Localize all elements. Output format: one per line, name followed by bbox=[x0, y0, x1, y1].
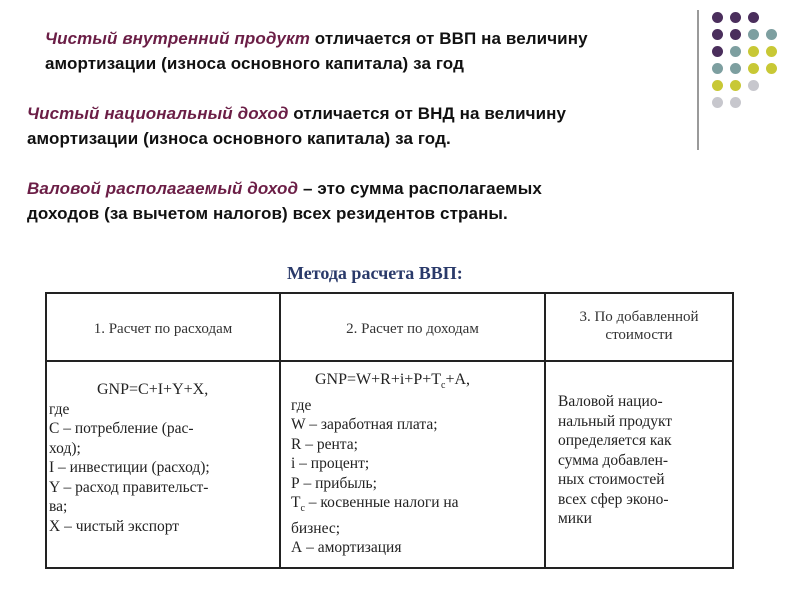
decor-dot bbox=[730, 12, 741, 23]
list-item: i – процент; bbox=[291, 455, 370, 473]
decor-dot bbox=[730, 80, 741, 91]
decor-dot bbox=[766, 29, 777, 40]
decor-dot bbox=[748, 63, 759, 74]
definition-net-national-income bbox=[27, 101, 566, 151]
text-line: определяется как bbox=[558, 432, 672, 449]
formula-subscript: c bbox=[441, 380, 446, 392]
table-body-row bbox=[46, 361, 733, 568]
cell-value-added bbox=[545, 361, 733, 568]
header-cell-income bbox=[280, 293, 545, 361]
decor-dot-grid bbox=[712, 12, 784, 114]
definition-gross-disposable-income bbox=[27, 176, 542, 226]
tax-symbol: Т bbox=[291, 494, 301, 512]
list-item: ва; bbox=[49, 498, 68, 515]
list-item: Х – чистый экспорт bbox=[49, 517, 180, 535]
decor-dot bbox=[748, 97, 759, 108]
formula-income bbox=[291, 370, 544, 396]
decor-dot bbox=[766, 12, 777, 23]
gdp-methods-table bbox=[45, 292, 734, 569]
decor-dot bbox=[766, 80, 777, 91]
term-gdi: Валовой располагаемый доход bbox=[27, 179, 299, 198]
text-line: Валовой нацио- bbox=[558, 393, 663, 410]
list-item: А – амортизация bbox=[291, 539, 402, 557]
definition-text-line2: амортизации (износа основного капитала) за год bbox=[45, 54, 464, 73]
list-item: бизнес; bbox=[291, 519, 341, 537]
decor-dot bbox=[748, 46, 759, 57]
formula-part: GNP=W+R+i+P+T bbox=[315, 371, 442, 388]
decor-dot bbox=[730, 97, 741, 108]
definition-text: отличается от ВНД на величину bbox=[288, 104, 567, 123]
decor-dot bbox=[712, 29, 723, 40]
decor-dot bbox=[712, 63, 723, 74]
header-label-line1: 3. По добавленной bbox=[579, 309, 699, 325]
definition-text: – это сумма располагаемых bbox=[298, 179, 542, 198]
decor-dot bbox=[730, 63, 741, 74]
text-line: всех сфер эконо- bbox=[558, 490, 669, 508]
list-item: где bbox=[291, 396, 312, 414]
decor-dot bbox=[766, 97, 777, 108]
tax-subscript: с bbox=[300, 503, 305, 515]
list-item: С – потребление (рас- bbox=[49, 420, 194, 437]
formula-part: +A, bbox=[445, 371, 471, 388]
list-item: ход); bbox=[49, 439, 81, 457]
header-label bbox=[546, 294, 732, 344]
definition-text-line2: доходов (за вычетом налогов) всех резидентов страны. bbox=[27, 204, 508, 223]
term-nni: Чистый национальный доход bbox=[27, 104, 289, 123]
text-line: мики bbox=[558, 510, 592, 527]
header-label: 1. Расчет по расходам bbox=[93, 321, 233, 337]
list-item: R – рента; bbox=[291, 435, 358, 453]
header-label: 2. Расчет по доходам bbox=[346, 321, 479, 337]
cell-income bbox=[280, 361, 545, 568]
decor-dot bbox=[712, 46, 723, 57]
list-item: Y – расход правительст- bbox=[49, 478, 209, 496]
table-header-row bbox=[46, 293, 733, 361]
formula-expenditure: GNP=C+I+Y+X, bbox=[97, 381, 209, 398]
decor-dot bbox=[712, 80, 723, 91]
text-line: ных стоимостей bbox=[558, 471, 665, 488]
text-line: сумма добавлен- bbox=[558, 451, 669, 469]
term-ndp: Чистый внутренний продукт bbox=[45, 29, 310, 48]
definition-net-domestic-product bbox=[45, 26, 588, 76]
methods-title: Метода расчета ВВП: bbox=[287, 263, 463, 283]
cell-expenditure bbox=[46, 361, 280, 568]
decor-dot bbox=[730, 46, 741, 57]
definition-text-line2: амортизации (износа основного капитала) за год. bbox=[27, 129, 451, 148]
decor-dot bbox=[748, 80, 759, 91]
decor-dot bbox=[730, 29, 741, 40]
list-item: I – инвестиции (расход); bbox=[49, 459, 210, 476]
list-item: W – заработная плата; bbox=[291, 416, 438, 434]
header-cell-value-added bbox=[545, 293, 733, 361]
list-item: где bbox=[49, 400, 70, 418]
decor-dot bbox=[712, 12, 723, 23]
decor-dot bbox=[748, 29, 759, 40]
tax-text: – косвенные налоги на bbox=[304, 494, 459, 512]
decor-divider-line bbox=[697, 10, 699, 150]
header-cell-expenditure bbox=[46, 293, 280, 361]
decor-dot bbox=[766, 46, 777, 57]
header-label-line2: стоимости bbox=[605, 327, 673, 343]
list-item: Р – прибыль; bbox=[291, 474, 377, 492]
decor-dot bbox=[748, 12, 759, 23]
list-item-taxes bbox=[291, 493, 544, 519]
text-line: нальный продукт bbox=[558, 412, 673, 430]
decor-dot bbox=[766, 63, 777, 74]
definition-text: отличается от ВВП на величину bbox=[309, 29, 588, 48]
decor-dot bbox=[712, 97, 723, 108]
